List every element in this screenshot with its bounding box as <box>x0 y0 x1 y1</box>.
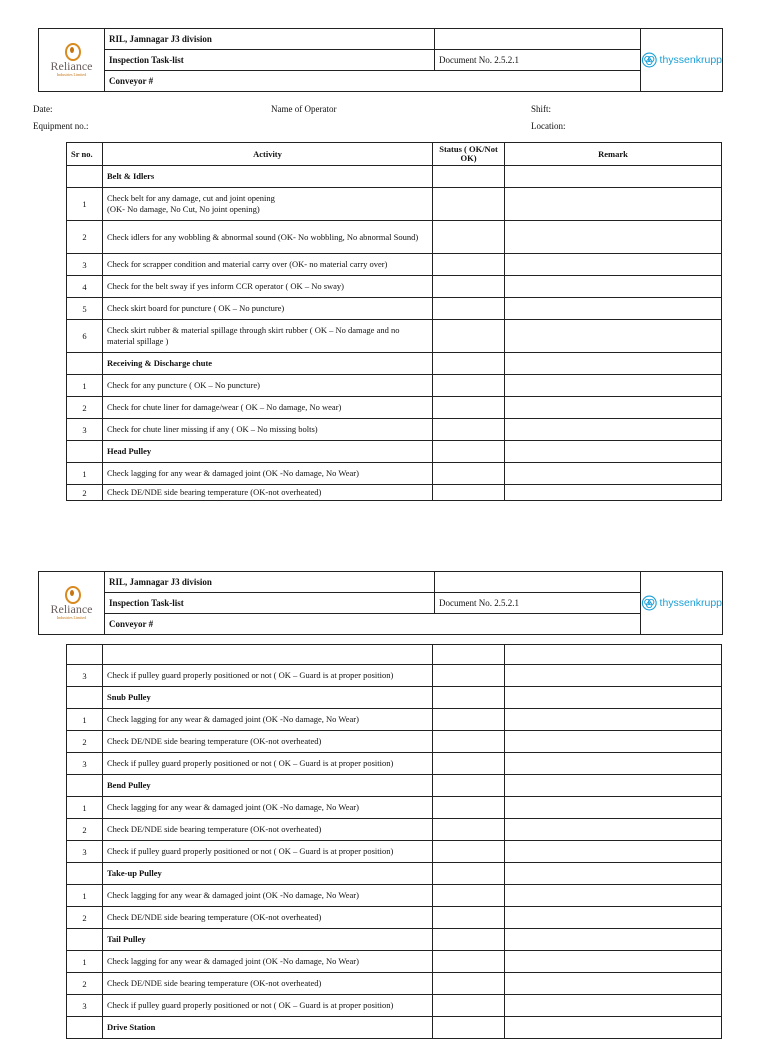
col-header-activity: Activity <box>103 143 433 166</box>
doc-title: Inspection Task-list <box>105 50 435 71</box>
activity-cell: Check for any puncture ( OK – No puncture) <box>103 375 433 397</box>
activity-cell: Belt & Idlers <box>103 166 433 188</box>
sr-cell: 1 <box>67 951 103 973</box>
status-cell[interactable] <box>433 775 505 797</box>
sr-cell: 2 <box>67 907 103 929</box>
activity-cell: Snub Pulley <box>103 687 433 709</box>
checklist-table-page2 <box>66 644 722 1039</box>
activity-cell: Receiving & Discharge chute <box>103 353 433 375</box>
status-cell[interactable] <box>433 645 505 665</box>
status-cell[interactable] <box>433 463 505 485</box>
activity-cell: Check lagging for any wear & damaged joint (OK -No damage, No Wear) <box>103 797 433 819</box>
document-header <box>38 28 723 92</box>
sr-cell: 1 <box>67 885 103 907</box>
table-row <box>67 645 722 665</box>
remark-cell[interactable] <box>505 276 722 298</box>
remark-cell[interactable] <box>505 419 722 441</box>
status-cell[interactable] <box>433 441 505 463</box>
header-empty-cell <box>435 29 641 50</box>
table-row <box>67 276 722 298</box>
equipment-label: Equipment no.: <box>33 121 89 131</box>
col-header-status: Status ( OK/Not OK) <box>433 143 505 166</box>
sr-cell: 2 <box>67 973 103 995</box>
sr-cell: 3 <box>67 841 103 863</box>
document-header-page2 <box>38 571 723 635</box>
activity-cell: Check if pulley guard properly positioned or not ( OK – Guard is at proper position) <box>103 665 433 687</box>
sr-cell: 3 <box>67 419 103 441</box>
shift-label: Shift: <box>531 104 552 114</box>
sr-cell: 3 <box>67 995 103 1017</box>
remark-cell[interactable] <box>505 731 722 753</box>
sr-cell <box>67 353 103 375</box>
conveyor-label: Conveyor # <box>105 614 641 635</box>
remark-cell[interactable] <box>505 929 722 951</box>
remark-cell[interactable] <box>505 320 722 353</box>
table-row <box>67 221 722 254</box>
activity-cell: Check DE/NDE side bearing temperature (OK-not overheated) <box>103 731 433 753</box>
status-cell[interactable] <box>433 188 505 221</box>
activity-cell: Check idlers for any wobbling & abnormal sound (OK- No wobbling, No abnormal Sound) <box>103 221 433 254</box>
sr-cell <box>67 863 103 885</box>
sr-cell <box>67 687 103 709</box>
table-row <box>67 885 722 907</box>
section-row <box>67 1017 722 1039</box>
sr-cell: 4 <box>67 276 103 298</box>
status-cell[interactable] <box>433 320 505 353</box>
remark-cell[interactable] <box>505 463 722 485</box>
reliance-logo-icon <box>39 573 104 633</box>
table-row <box>67 951 722 973</box>
remark-cell[interactable] <box>505 397 722 419</box>
location-label: Location: <box>531 121 566 131</box>
sr-cell <box>67 645 103 665</box>
thyssenkrupp-logo-cell <box>641 572 723 635</box>
table-row <box>67 819 722 841</box>
status-cell[interactable] <box>433 221 505 254</box>
remark-cell[interactable] <box>505 375 722 397</box>
activity-cell: Check DE/NDE side bearing temperature (OK-not overheated) <box>103 973 433 995</box>
thyssenkrupp-logo-name: thyssenkrupp <box>659 597 722 609</box>
doc-number: Document No. 2.5.2.1 <box>435 50 641 71</box>
activity-cell: Check if pulley guard properly positioned or not ( OK – Guard is at proper position) <box>103 995 433 1017</box>
status-cell[interactable] <box>433 298 505 320</box>
table-row <box>67 375 722 397</box>
col-header-remark: Remark <box>505 143 722 166</box>
reliance-logo-tagline: Industries Limited <box>56 72 87 77</box>
status-cell[interactable] <box>433 797 505 819</box>
sr-cell: 6 <box>67 320 103 353</box>
remark-cell[interactable] <box>505 645 722 665</box>
activity-cell: Bend Pulley <box>103 775 433 797</box>
status-cell[interactable] <box>433 973 505 995</box>
status-cell[interactable] <box>433 731 505 753</box>
activity-cell: Check for chute liner for damage/wear ( OK – No damage, No wear) <box>103 397 433 419</box>
section-row <box>67 441 722 463</box>
activity-cell: Check lagging for any wear & damaged joint (OK -No damage, No Wear) <box>103 885 433 907</box>
status-cell[interactable] <box>433 841 505 863</box>
activity-cell: Check DE/NDE side bearing temperature (OK-not overheated) <box>103 485 433 501</box>
status-cell[interactable] <box>433 819 505 841</box>
activity-cell <box>103 645 433 665</box>
activity-cell: Check for the belt sway if yes inform CCR operator ( OK – No sway) <box>103 276 433 298</box>
remark-cell[interactable] <box>505 1017 722 1039</box>
status-cell[interactable] <box>433 254 505 276</box>
sr-cell: 3 <box>67 753 103 775</box>
thyssenkrupp-logo-cell <box>641 29 723 92</box>
sr-cell: 1 <box>67 375 103 397</box>
reliance-logo-name: Reliance <box>50 602 93 616</box>
reliance-logo-cell <box>39 29 105 92</box>
sr-cell: 3 <box>67 254 103 276</box>
table-row <box>67 419 722 441</box>
activity-cell: Check DE/NDE side bearing temperature (OK-not overheated) <box>103 907 433 929</box>
section-row <box>67 775 722 797</box>
table-row <box>67 665 722 687</box>
col-header-sr: Sr no. <box>67 143 103 166</box>
table-row <box>67 753 722 775</box>
activity-cell: Drive Station <box>103 1017 433 1039</box>
status-cell[interactable] <box>433 1017 505 1039</box>
activity-cell: Check lagging for any wear & damaged joint (OK -No damage, No Wear) <box>103 463 433 485</box>
status-cell[interactable] <box>433 687 505 709</box>
activity-cell: Check skirt rubber & material spillage through skirt rubber ( OK – No damage and no material spillage ) <box>103 320 433 353</box>
activity-cell: Check lagging for any wear & damaged joint (OK -No damage, No Wear) <box>103 709 433 731</box>
sr-cell <box>67 441 103 463</box>
status-cell[interactable] <box>433 885 505 907</box>
operator-label: Name of Operator <box>271 104 337 114</box>
thyssenkrupp-logo-name: thyssenkrupp <box>659 54 722 66</box>
remark-cell[interactable] <box>505 353 722 375</box>
remark-cell[interactable] <box>505 221 722 254</box>
remark-cell[interactable] <box>505 254 722 276</box>
status-cell[interactable] <box>433 753 505 775</box>
activity-cell: Check belt for any damage, cut and joint opening (OK- No damage, No Cut, No joint opening) <box>103 188 433 221</box>
remark-cell[interactable] <box>505 907 722 929</box>
sr-cell: 2 <box>67 731 103 753</box>
remark-cell[interactable] <box>505 819 722 841</box>
reliance-logo-cell <box>39 572 105 635</box>
table-row <box>67 841 722 863</box>
remark-cell[interactable] <box>505 841 722 863</box>
remark-cell[interactable] <box>505 665 722 687</box>
doc-number: Document No. 2.5.2.1 <box>435 593 641 614</box>
status-cell[interactable] <box>433 951 505 973</box>
sr-cell <box>67 166 103 188</box>
status-cell[interactable] <box>433 419 505 441</box>
doc-title: Inspection Task-list <box>105 593 435 614</box>
table-row <box>67 995 722 1017</box>
date-label: Date: <box>33 104 53 114</box>
table-row <box>67 907 722 929</box>
status-cell[interactable] <box>433 995 505 1017</box>
table-row <box>67 298 722 320</box>
activity-cell: Check lagging for any wear & damaged joint (OK -No damage, No Wear) <box>103 951 433 973</box>
activity-cell: Check DE/NDE side bearing temperature (OK-not overheated) <box>103 819 433 841</box>
status-cell[interactable] <box>433 375 505 397</box>
activity-cell: Check if pulley guard properly positioned or not ( OK – Guard is at proper position) <box>103 753 433 775</box>
reliance-logo-icon <box>39 30 104 90</box>
remark-cell[interactable] <box>505 298 722 320</box>
remark-cell[interactable] <box>505 753 722 775</box>
status-cell[interactable] <box>433 276 505 298</box>
activity-cell: Head Pulley <box>103 441 433 463</box>
sr-cell: 2 <box>67 221 103 254</box>
sr-cell <box>67 1017 103 1039</box>
remark-cell[interactable] <box>505 441 722 463</box>
status-cell[interactable] <box>433 665 505 687</box>
remark-cell[interactable] <box>505 885 722 907</box>
status-cell[interactable] <box>433 485 505 501</box>
table-row <box>67 463 722 485</box>
thyssenkrupp-logo-icon <box>641 573 722 633</box>
remark-cell[interactable] <box>505 485 722 501</box>
org-name: RIL, Jamnagar J3 division <box>105 29 435 50</box>
sr-cell: 5 <box>67 298 103 320</box>
checklist-table-page1 <box>66 142 722 501</box>
sr-cell: 1 <box>67 709 103 731</box>
sr-cell: 2 <box>67 485 103 501</box>
sr-cell: 1 <box>67 188 103 221</box>
sr-cell <box>67 775 103 797</box>
section-row <box>67 353 722 375</box>
activity-cell: Tail Pulley <box>103 929 433 951</box>
section-row <box>67 929 722 951</box>
sr-cell: 1 <box>67 463 103 485</box>
remark-cell[interactable] <box>505 709 722 731</box>
table-row <box>67 397 722 419</box>
table-row <box>67 254 722 276</box>
status-cell[interactable] <box>433 166 505 188</box>
table-row <box>67 320 722 353</box>
remark-cell[interactable] <box>505 973 722 995</box>
org-name: RIL, Jamnagar J3 division <box>105 572 435 593</box>
section-row <box>67 166 722 188</box>
remark-cell[interactable] <box>505 995 722 1017</box>
activity-cell: Check for chute liner missing if any ( OK – No missing bolts) <box>103 419 433 441</box>
thyssenkrupp-logo-icon <box>641 30 722 90</box>
remark-cell[interactable] <box>505 863 722 885</box>
activity-cell: Take-up Pulley <box>103 863 433 885</box>
table-row <box>67 797 722 819</box>
sr-cell: 1 <box>67 797 103 819</box>
reliance-logo-tagline: Industries Limited <box>56 615 87 620</box>
status-cell[interactable] <box>433 929 505 951</box>
header-empty-cell <box>435 572 641 593</box>
remark-cell[interactable] <box>505 951 722 973</box>
sr-cell: 2 <box>67 819 103 841</box>
status-cell[interactable] <box>433 709 505 731</box>
remark-cell[interactable] <box>505 166 722 188</box>
section-row <box>67 687 722 709</box>
table-row <box>67 731 722 753</box>
remark-cell[interactable] <box>505 687 722 709</box>
sr-cell <box>67 929 103 951</box>
activity-cell: Check skirt board for puncture ( OK – No puncture) <box>103 298 433 320</box>
activity-cell: Check for scrapper condition and material carry over (OK- no material carry over) <box>103 254 433 276</box>
conveyor-label: Conveyor # <box>105 71 641 92</box>
status-cell[interactable] <box>433 397 505 419</box>
table-row <box>67 709 722 731</box>
sr-cell: 2 <box>67 397 103 419</box>
table-row <box>67 188 722 221</box>
table-row <box>67 485 722 501</box>
reliance-logo-name: Reliance <box>50 59 93 73</box>
status-cell[interactable] <box>433 353 505 375</box>
remark-cell[interactable] <box>505 797 722 819</box>
section-row <box>67 863 722 885</box>
remark-cell[interactable] <box>505 188 722 221</box>
activity-cell: Check if pulley guard properly positioned or not ( OK – Guard is at proper position) <box>103 841 433 863</box>
table-row <box>67 973 722 995</box>
status-cell[interactable] <box>433 863 505 885</box>
status-cell[interactable] <box>433 907 505 929</box>
remark-cell[interactable] <box>505 775 722 797</box>
sr-cell: 3 <box>67 665 103 687</box>
